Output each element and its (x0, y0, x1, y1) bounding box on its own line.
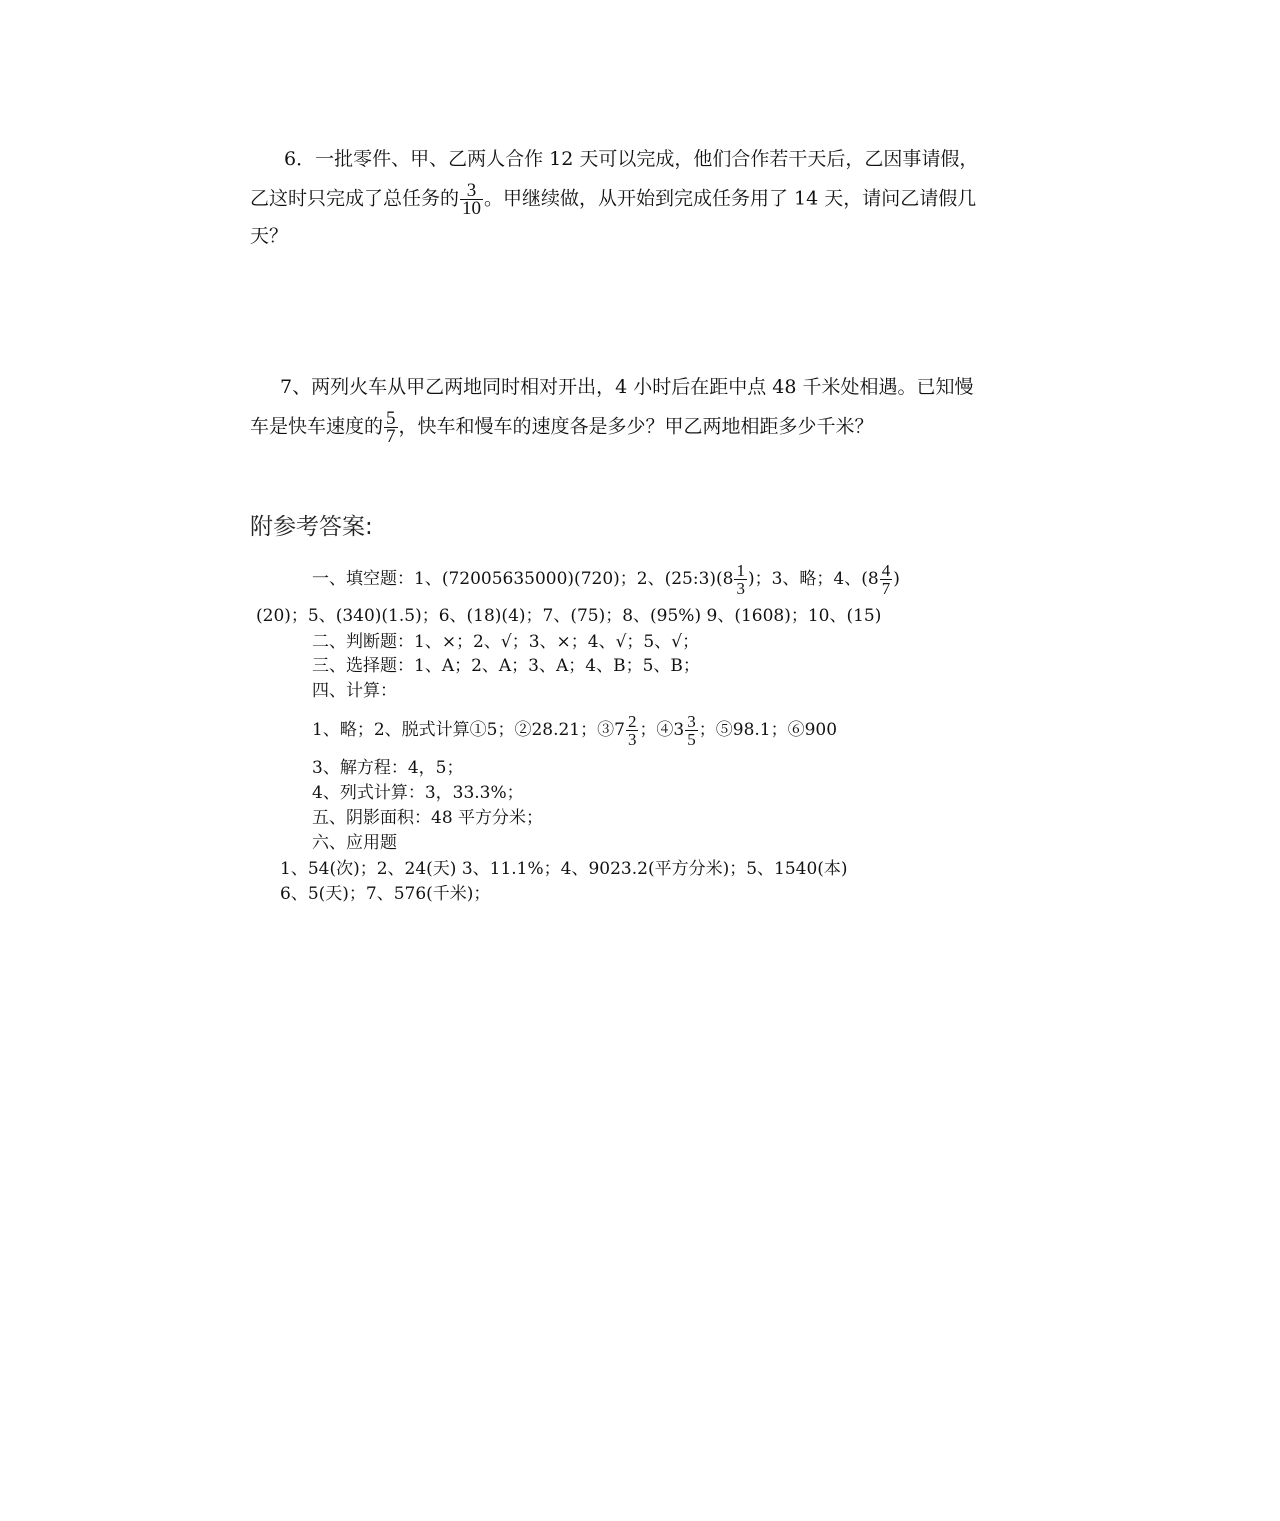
answer-fraction-2 (880, 562, 893, 597)
answer-fraction-4-denominator: 5 (687, 730, 696, 749)
answer-multiple-choice: 三、选择题：1、A；2、A；3、A；4、B；5、B； (312, 656, 700, 676)
answer-fraction-1 (734, 562, 747, 597)
answer-fraction-3 (626, 713, 639, 748)
answer-fraction-1-numerator: 1 (736, 561, 745, 580)
answer-calculation-line1 (312, 713, 837, 748)
answer-fill-blank-mid: )；3、略；4、(8 (747, 569, 879, 589)
answer-application-line2: 6、5(天)；7、576(千米)； (280, 884, 491, 904)
q6-line1: 6．一批零件、甲、乙两人合作 12 天可以完成，他们合作若干天后，乙因事请假， (284, 148, 979, 170)
q6-fraction-numerator: 3 (460, 182, 483, 200)
answer-fraction-4 (685, 713, 698, 748)
answer-true-false: 二、判断题：1、×；2、√；3、×；4、√；5、√； (312, 632, 700, 652)
q7-line2 (250, 410, 874, 445)
answer-fraction-2-denominator: 7 (881, 579, 891, 598)
answer-fill-blank-line2: (20)；5、(340)(1.5)；6、(18)(4)；7、(75)；8、(95%) 9、(1608)；10、(15) (256, 606, 882, 626)
answer-calculation-heading: 四、计算： (312, 681, 397, 701)
answer-fraction-1-denominator: 3 (736, 579, 745, 598)
q7-fraction-numerator: 5 (386, 408, 396, 429)
answer-fill-blank-pre: 一、填空题：1、(72005635000)(720)；2、(25:3)(8 (312, 569, 734, 589)
q7-line1: 7、两列火车从甲乙两地同时相对开出，4 小时后在距中点 48 千米处相遇。已知慢 (280, 376, 974, 398)
q6-fraction (460, 182, 483, 217)
q6-fraction-denominator: 10 (462, 198, 482, 219)
answer-calc-mid: ；④3 (639, 720, 685, 740)
q7-fraction (384, 410, 398, 445)
q7-line2-pre: 车是快车速度的 (250, 415, 384, 438)
answer-fraction-2-numerator: 4 (881, 561, 891, 580)
answer-fraction-4-numerator: 3 (687, 712, 696, 731)
answers-heading: 附参考答案: (250, 514, 373, 540)
q6-line3: 天？ (250, 225, 289, 247)
answer-application-line1: 1、54(次)；2、24(天) 3、11.1%；4、9023.2(平方分米)；5、1540(本) (280, 859, 848, 879)
answer-fraction-3-numerator: 2 (627, 712, 637, 731)
answer-fill-blank-post: ) (893, 569, 900, 589)
q6-line2-post: 。甲继续做，从开始到完成任务用了 14 天，请问乙请假几 (484, 187, 977, 210)
answer-fill-blank-line1 (312, 562, 900, 597)
q6-line2 (250, 182, 976, 217)
answer-shaded-area: 五、阴影面积：48 平方分米； (312, 808, 544, 828)
q7-fraction-denominator: 7 (386, 426, 396, 447)
answer-application-heading: 六、应用题 (312, 833, 397, 853)
answer-fraction-3-denominator: 3 (627, 730, 637, 749)
q7-line2-post: ，快车和慢车的速度各是多少？甲乙两地相距多少千米？ (398, 415, 874, 438)
q6-line2-pre: 乙这时只完成了总任务的 (250, 187, 460, 210)
answer-calc-pre: 1、略；2、脱式计算①5；②28.21；③7 (312, 720, 625, 740)
answer-equation: 3、解方程：4，5； (312, 758, 464, 778)
answer-calc-post: ；⑤98.1；⑥900 (698, 720, 838, 740)
answer-expression: 4、列式计算：3，33.3%； (312, 783, 524, 803)
